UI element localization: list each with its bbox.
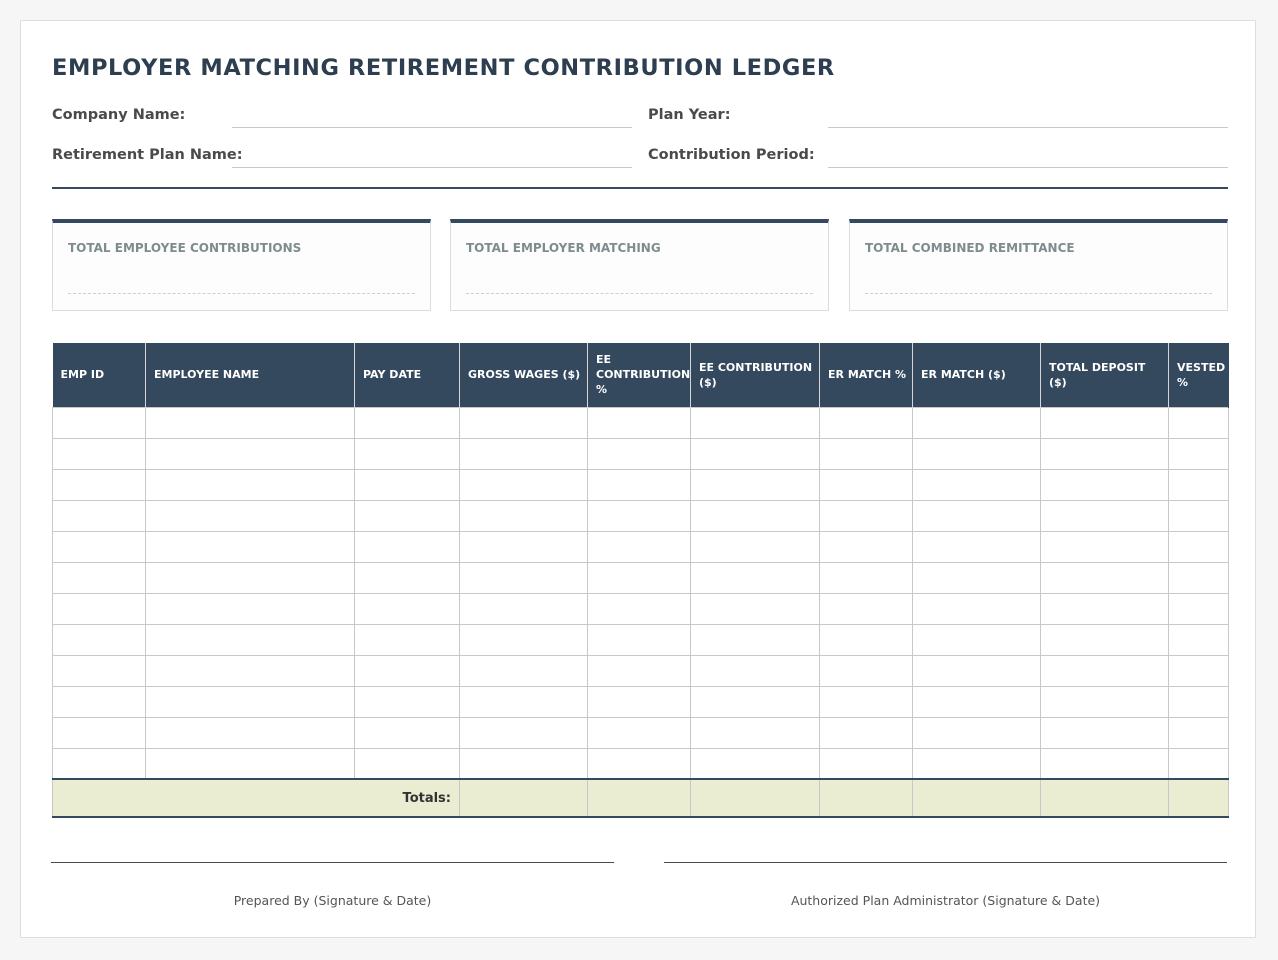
col-header-pay-date: PAY DATE (355, 343, 460, 407)
table-cell[interactable] (913, 717, 1041, 748)
table-cell[interactable] (146, 748, 355, 779)
col-header-total-deposit: TOTAL DEPOSIT ($) (1041, 343, 1169, 407)
ledger-page (20, 20, 1256, 938)
col-header-er-match-pct: ER MATCH % (820, 343, 913, 407)
prepared-by-signature-line[interactable] (51, 862, 614, 863)
table-cell[interactable] (691, 686, 820, 717)
table-row (53, 717, 1229, 748)
table-cell[interactable] (355, 686, 460, 717)
table-cell[interactable] (691, 748, 820, 779)
table-cell[interactable] (1169, 500, 1229, 531)
table-cell[interactable] (460, 562, 588, 593)
header-divider (52, 187, 1228, 189)
contribution-period-field[interactable] (828, 167, 1228, 168)
table-cell[interactable] (913, 748, 1041, 779)
table-cell[interactable] (53, 469, 146, 500)
table-cell[interactable] (820, 655, 913, 686)
table-cell[interactable] (1041, 593, 1169, 624)
table-cell[interactable] (1041, 686, 1169, 717)
table-cell[interactable] (588, 500, 691, 531)
totals-er-match-pct[interactable] (820, 779, 913, 817)
table-cell[interactable] (355, 655, 460, 686)
table-cell[interactable] (355, 469, 460, 500)
table-cell[interactable] (460, 717, 588, 748)
summary-card-combined-remittance (849, 219, 1228, 311)
table-cell[interactable] (588, 562, 691, 593)
table-cell[interactable] (691, 717, 820, 748)
table-cell[interactable] (53, 593, 146, 624)
table-cell[interactable] (691, 624, 820, 655)
table-cell[interactable] (460, 500, 588, 531)
table-row (53, 407, 1229, 438)
table-cell[interactable] (355, 593, 460, 624)
table-cell[interactable] (1169, 655, 1229, 686)
table-cell[interactable] (1041, 748, 1169, 779)
company-name-field[interactable] (232, 127, 632, 128)
table-cell[interactable] (691, 531, 820, 562)
table-cell[interactable] (691, 500, 820, 531)
retirement-plan-name-label: Retirement Plan Name: (52, 147, 243, 163)
table-cell[interactable] (1169, 531, 1229, 562)
table-cell[interactable] (913, 655, 1041, 686)
table-cell[interactable] (913, 624, 1041, 655)
table-cell[interactable] (355, 717, 460, 748)
table-row (53, 469, 1229, 500)
header-row-company (52, 107, 1228, 131)
table-cell[interactable] (146, 624, 355, 655)
table-cell[interactable] (146, 593, 355, 624)
table-cell[interactable] (1041, 624, 1169, 655)
totals-row (53, 779, 1229, 817)
table-cell[interactable] (355, 562, 460, 593)
table-cell[interactable] (913, 531, 1041, 562)
table-cell[interactable] (146, 686, 355, 717)
table-cell[interactable] (53, 531, 146, 562)
table-cell[interactable] (1041, 531, 1169, 562)
table-cell[interactable] (820, 438, 913, 469)
plan-year-label: Plan Year: (648, 107, 731, 123)
table-cell[interactable] (588, 748, 691, 779)
table-cell[interactable] (355, 624, 460, 655)
table-cell[interactable] (691, 562, 820, 593)
table-cell[interactable] (460, 748, 588, 779)
table-cell[interactable] (820, 624, 913, 655)
col-header-er-match-amt: ER MATCH ($) (913, 343, 1041, 407)
table-cell[interactable] (913, 469, 1041, 500)
table-row (53, 438, 1229, 469)
table-row (53, 593, 1229, 624)
table-cell[interactable] (913, 438, 1041, 469)
table-cell[interactable] (820, 717, 913, 748)
administrator-caption: Authorized Plan Administrator (Signature & Date) (790, 893, 1101, 908)
summary-label-combined-remittance: TOTAL COMBINED REMITTANCE (865, 241, 1075, 255)
table-cell[interactable] (588, 469, 691, 500)
table-cell[interactable] (146, 531, 355, 562)
table-cell[interactable] (1041, 717, 1169, 748)
col-header-gross-wages: GROSS WAGES ($) (460, 343, 588, 407)
totals-ee-contribution-amt[interactable] (691, 779, 820, 817)
totals-ee-contribution-pct[interactable] (588, 779, 691, 817)
table-cell[interactable] (691, 655, 820, 686)
table-row (53, 531, 1229, 562)
prepared-by-caption: Prepared By (Signature & Date) (233, 893, 432, 908)
summary-card-employee-contributions (52, 219, 431, 311)
table-row (53, 624, 1229, 655)
table-cell[interactable] (460, 686, 588, 717)
contribution-ledger-table (52, 343, 1229, 818)
table-row (53, 562, 1229, 593)
summary-label-employer-matching: TOTAL EMPLOYER MATCHING (466, 241, 661, 255)
summary-value-employer-matching[interactable] (466, 293, 813, 294)
table-cell[interactable] (1041, 407, 1169, 438)
table-cell[interactable] (588, 593, 691, 624)
table-cell[interactable] (1041, 655, 1169, 686)
table-cell[interactable] (588, 686, 691, 717)
table-cell[interactable] (1041, 500, 1169, 531)
table-row (53, 748, 1229, 779)
table-cell[interactable] (355, 438, 460, 469)
table-body (53, 407, 1229, 779)
table-cell[interactable] (820, 531, 913, 562)
table-cell[interactable] (1169, 562, 1229, 593)
totals-vested-pct[interactable] (1169, 779, 1229, 817)
table-cell[interactable] (1169, 717, 1229, 748)
col-header-ee-contribution-amt: EE CONTRIBUTION ($) (691, 343, 820, 407)
table-cell[interactable] (1041, 469, 1169, 500)
table-cell[interactable] (460, 469, 588, 500)
table-cell[interactable] (53, 748, 146, 779)
table-cell[interactable] (820, 686, 913, 717)
table-cell[interactable] (146, 500, 355, 531)
table-cell[interactable] (691, 438, 820, 469)
table-cell[interactable] (460, 438, 588, 469)
totals-total-deposit[interactable] (1041, 779, 1169, 817)
table-cell[interactable] (146, 438, 355, 469)
table-cell[interactable] (355, 748, 460, 779)
table-cell[interactable] (53, 655, 146, 686)
page-title: EMPLOYER MATCHING RETIREMENT CONTRIBUTION LEDGER (52, 55, 835, 81)
col-header-vested-pct: VESTED % (1169, 343, 1229, 407)
table-cell[interactable] (355, 531, 460, 562)
table-cell[interactable] (820, 562, 913, 593)
table-cell[interactable] (146, 717, 355, 748)
table-cell[interactable] (913, 562, 1041, 593)
table-cell[interactable] (355, 500, 460, 531)
table-cell[interactable] (460, 624, 588, 655)
summary-value-employee-contributions[interactable] (68, 293, 415, 294)
table-cell[interactable] (820, 748, 913, 779)
table-cell[interactable] (53, 562, 146, 593)
table-cell[interactable] (53, 624, 146, 655)
table-cell[interactable] (53, 500, 146, 531)
table-cell[interactable] (460, 655, 588, 686)
table-cell[interactable] (913, 593, 1041, 624)
administrator-signature-line[interactable] (664, 862, 1227, 863)
table-cell[interactable] (588, 438, 691, 469)
retirement-plan-name-field[interactable] (232, 167, 632, 168)
table-cell[interactable] (1169, 593, 1229, 624)
table-cell[interactable] (691, 469, 820, 500)
col-header-employee-name: EMPLOYEE NAME (146, 343, 355, 407)
table-cell[interactable] (820, 469, 913, 500)
table-cell[interactable] (460, 531, 588, 562)
table-cell[interactable] (53, 717, 146, 748)
summary-card-employer-matching (450, 219, 829, 311)
contribution-period-label: Contribution Period: (648, 147, 815, 163)
table-cell[interactable] (588, 531, 691, 562)
totals-er-match-amt[interactable] (913, 779, 1041, 817)
col-header-ee-contribution-pct: EE CONTRIBUTION % (588, 343, 691, 407)
table-row (53, 500, 1229, 531)
table-cell[interactable] (1169, 407, 1229, 438)
table-cell[interactable] (355, 407, 460, 438)
table-cell[interactable] (820, 500, 913, 531)
table-cell[interactable] (1041, 562, 1169, 593)
table-cell[interactable] (146, 655, 355, 686)
table-cell[interactable] (588, 717, 691, 748)
table-cell[interactable] (53, 407, 146, 438)
table-cell[interactable] (588, 655, 691, 686)
summary-value-combined-remittance[interactable] (865, 293, 1212, 294)
table-cell[interactable] (460, 407, 588, 438)
table-cell[interactable] (1169, 686, 1229, 717)
table-cell[interactable] (691, 407, 820, 438)
table-cell[interactable] (913, 686, 1041, 717)
table-cell[interactable] (1169, 748, 1229, 779)
header-row-plan (52, 147, 1228, 171)
table-cell[interactable] (691, 593, 820, 624)
table-cell[interactable] (1041, 438, 1169, 469)
totals-gross-wages[interactable] (460, 779, 588, 817)
table-cell[interactable] (913, 407, 1041, 438)
table-cell[interactable] (146, 469, 355, 500)
table-cell[interactable] (460, 593, 588, 624)
table-cell[interactable] (588, 407, 691, 438)
table-cell[interactable] (53, 438, 146, 469)
table-cell[interactable] (913, 500, 1041, 531)
table-cell[interactable] (53, 686, 146, 717)
table-row (53, 655, 1229, 686)
table-cell[interactable] (146, 562, 355, 593)
col-header-emp-id: EMP ID (53, 343, 146, 407)
table-row (53, 686, 1229, 717)
plan-year-field[interactable] (828, 127, 1228, 128)
table-header-row (53, 343, 1229, 407)
table-cell[interactable] (588, 624, 691, 655)
table-cell[interactable] (820, 407, 913, 438)
table-cell[interactable] (146, 407, 355, 438)
summary-label-employee-contributions: TOTAL EMPLOYEE CONTRIBUTIONS (68, 241, 302, 255)
table-cell[interactable] (1169, 624, 1229, 655)
company-name-label: Company Name: (52, 107, 186, 123)
table-cell[interactable] (1169, 469, 1229, 500)
table-cell[interactable] (1169, 438, 1229, 469)
table-cell[interactable] (820, 593, 913, 624)
totals-label: Totals: (53, 779, 460, 817)
